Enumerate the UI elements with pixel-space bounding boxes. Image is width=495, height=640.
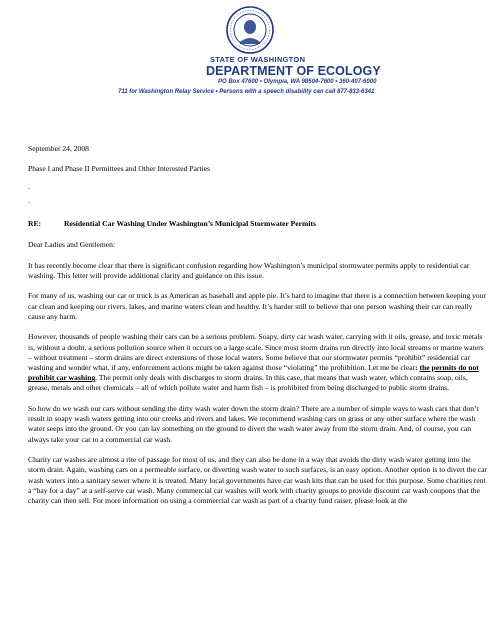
department-name: DEPARTMENT OF ECOLOGY [206,64,381,78]
paragraph-3-text: However, thousands of people washing their cars can be a serious problem. Soapy, dirty car wash water, carrying with it oils, grease, and toxic metals is, without a doubt, a serious pollution source when it occurs on a large scale. Since most storm drains run directly into local streams or marine waters – without treatment – storm drains are direct extensions of those local waters. Some believe that our stormwater permits “prohibit” residential car washing and wonder what, if any, enforcement actions might be taken against those “violating” the prohibition. Let me be clear [28,332,484,372]
subject-text: Residential Car Washing Under Washington’s Municipal Stormwater Permits [64,219,316,229]
emphasis-no-prohibition: the permits do not prohibit car washing [28,362,479,383]
letterhead [118,55,488,97]
letter-date: September 24, 2008 [28,144,89,153]
paragraph-2: For many of us, washing our car or truck is as American as baseball and apple pie. It’s hard to imagine that there is a connection between keeping your car clean and keeping our rivers, lakes, and marine waters clean and healthy. It’s harder still to believe that one person washing their car can really cause any harm. [28,291,487,321]
stray-mark-1: . [28,181,30,191]
state-name: STATE OF WASHINGTON [210,55,306,64]
paragraph-1: It has recently become clear that there is significant confusion regarding how Washington’s municipal stormwater permits apply to residential car washing. This letter will provide additional clarity and guidance on this issue. [28,260,470,280]
relay-service-line: 711 for Washington Relay Service • Persons with a speech disability can call 877-833-6341 [118,89,375,95]
paragraph-3-colon: : [415,362,420,372]
paragraph-5: Charity car washes are almost a rite of passage for most of us, and they can also be done in a way that avoids the dirty wash water getting into the storm drain. Again, washing cars on a permeable surface, or diverting wash water to such surfaces, is an easy option. Another option is to divert the car wash waters into a sanitary sewer where it is treated. Many local governments have car wash kits that can be used for this purpose. Some charities rent a “bay for a day” at a self-serve car wash. Many commercial car washes will work with charity groups to provide discount car wash coupons that the charity can then sell. For more information on using a commercial car wash as part of a charity fund raiser, please look at the [28,455,488,505]
subject-label: RE: [28,219,42,229]
department-address: PO Box 47600 • Olympia, WA 98504-7600 • 360-407-6000 [218,79,377,85]
paragraph-3-text-end: . The permit only deals with discharges to storm drains. In this case, that means that wash water, which contains soap, oils, grease, metals and other chemicals – all of which pollute water and harm fish – is prohibited from being discharged to public storm drains. [28,373,468,393]
recipients-line: Phase I and Phase II Permittees and Other Interested Parties [28,163,210,173]
letter-body [28,144,488,517]
stray-mark-2: ` [28,200,31,210]
subject-line [28,219,488,229]
paragraph-3 [28,332,488,393]
paragraph-4: So how do we wash our cars without sending the dirty wash water down the storm drain? There are a number of simple ways to wash cars that don’t result in soapy wash waters getting into our creeks and rivers and lakes. We recommend washing cars on grass or any other surface where the wash water seeps into the ground. Or you can lay something on the ground to divert the wash water away from the storm drain. And, of course, you can always take your car to a commercial car wash. [28,403,479,444]
salutation: Dear Ladies and Gentlemen: [28,239,116,249]
state-seal-logo [226,6,274,54]
